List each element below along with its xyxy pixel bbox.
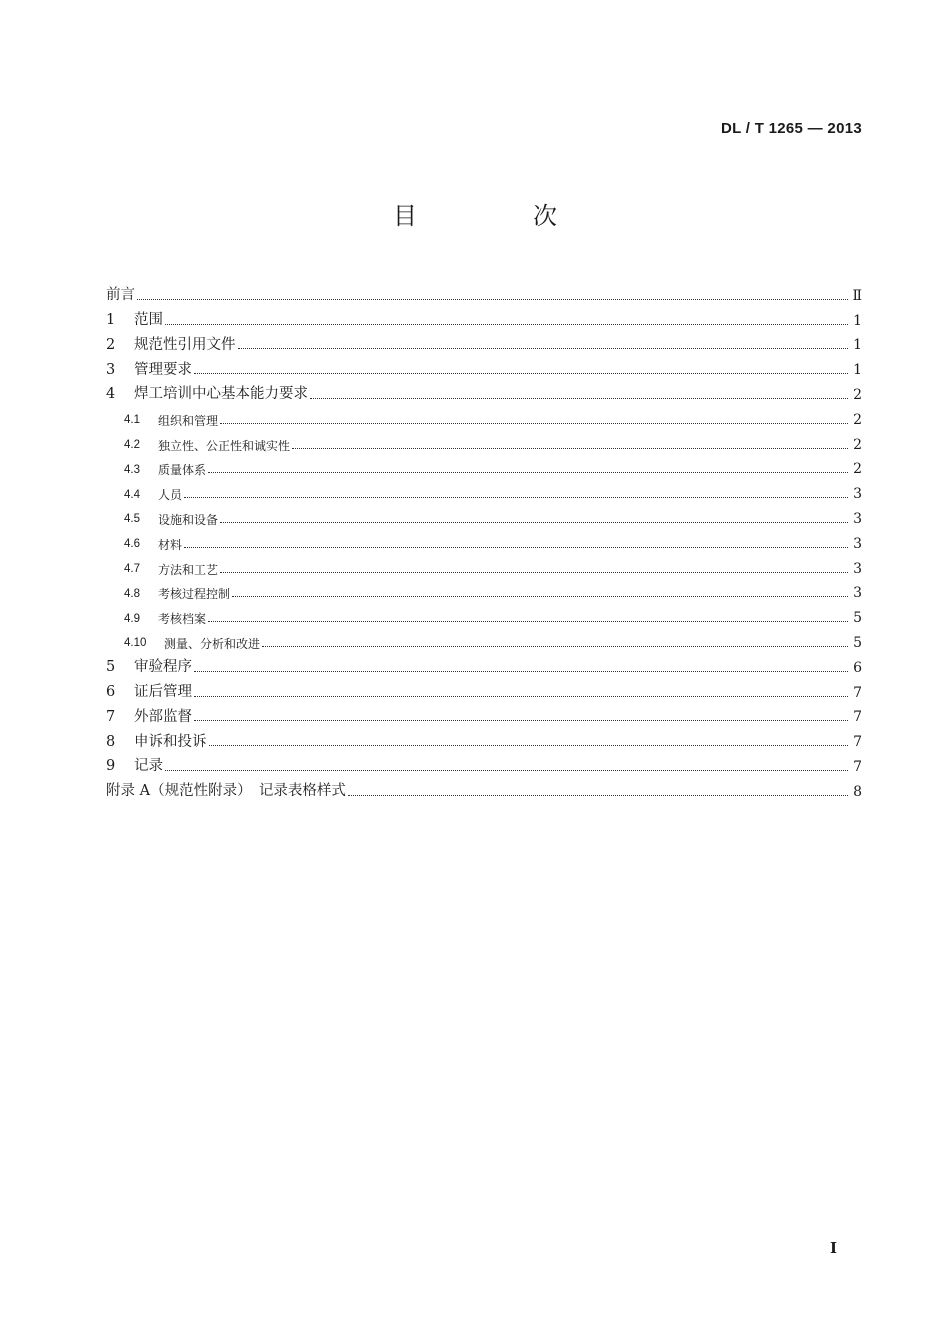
- toc-entry-label: 材料: [158, 537, 183, 552]
- toc-entry-label: 管理要求: [134, 361, 192, 378]
- dot-leader: [209, 745, 849, 746]
- toc-entry-number: 1: [106, 312, 116, 329]
- toc-entry-label: 焊工培训中心基本能力要求: [134, 386, 308, 403]
- toc-entry-4-2[interactable]: [106, 427, 862, 452]
- toc-entry-4-1[interactable]: [106, 402, 862, 427]
- toc-entry-number: 7: [106, 708, 116, 725]
- toc-entry-label: 记录: [134, 758, 163, 775]
- toc-entry-label: 申诉和投诉: [134, 733, 207, 750]
- dot-leader: [165, 770, 848, 771]
- dot-leader: [220, 522, 848, 523]
- toc-entry-page: 2: [853, 386, 862, 403]
- dot-leader: [165, 324, 848, 325]
- toc-entry-number: 4.3: [124, 463, 140, 476]
- toc-entry-1[interactable]: [106, 303, 862, 328]
- page-title: 目 次: [393, 202, 603, 230]
- toc-entry-label: 方法和工艺: [158, 562, 219, 577]
- toc-entry-4[interactable]: [106, 377, 862, 402]
- toc-entry-page: 1: [853, 337, 862, 354]
- toc-entry-label: 组织和管理: [158, 413, 219, 428]
- toc-entry-page: 3: [853, 560, 862, 577]
- toc-entry-4-8[interactable]: [106, 576, 862, 601]
- toc-entry-page: 2: [853, 461, 862, 478]
- toc-entry-page: 3: [853, 585, 862, 602]
- toc-entry-label: 测量、分析和改进: [164, 636, 261, 651]
- dot-leader: [220, 572, 848, 573]
- toc-entry-page: 2: [853, 411, 862, 428]
- dot-leader: [184, 547, 848, 548]
- dot-leader: [194, 696, 848, 697]
- dot-leader: [310, 398, 848, 399]
- toc-entry-number: 6: [106, 684, 116, 701]
- dot-leader: [184, 497, 848, 498]
- toc-entry-number: 8: [106, 733, 116, 750]
- toc-entry-page: 1: [853, 362, 862, 379]
- toc-entry-number: 4.9: [124, 612, 140, 625]
- toc-entry-label: 审验程序: [134, 659, 192, 676]
- toc-entry-label: 外部监督: [134, 708, 192, 725]
- toc-entry-page: 1: [853, 312, 862, 329]
- toc-entry-6[interactable]: [106, 675, 862, 700]
- dot-leader: [208, 472, 848, 473]
- toc-entry-4-3[interactable]: [106, 452, 862, 477]
- toc-entry-page: 7: [853, 684, 862, 701]
- toc-entry-label: 设施和设备: [158, 512, 219, 527]
- toc-entry-8[interactable]: [106, 724, 862, 749]
- toc-entry-page: 7: [853, 709, 862, 726]
- dot-leader: [262, 646, 848, 647]
- toc-entry-page: 7: [853, 758, 862, 775]
- toc-entry-label: 考核档案: [158, 612, 207, 627]
- toc-entry-label: 质量体系: [158, 463, 207, 478]
- dot-leader: [220, 423, 848, 424]
- toc-entry-3[interactable]: [106, 352, 862, 377]
- table-of-contents: [106, 278, 862, 799]
- toc-entry-page: 3: [853, 535, 862, 552]
- toc-entry-number: 4: [106, 386, 116, 403]
- dot-leader: [194, 720, 848, 721]
- toc-entry-number: 4.6: [124, 538, 140, 551]
- toc-entry-number: 9: [106, 758, 116, 775]
- toc-entry-number: 4.7: [124, 563, 140, 576]
- toc-entry-number: 2: [106, 336, 116, 353]
- toc-entry-page: Ⅱ: [852, 287, 862, 304]
- toc-entry-page: 3: [853, 486, 862, 503]
- page-number: I: [829, 1239, 837, 1257]
- toc-entry-7[interactable]: [106, 700, 862, 725]
- toc-entry-2[interactable]: [106, 328, 862, 353]
- toc-entry-number: 5: [106, 659, 116, 676]
- dot-leader: [292, 448, 848, 449]
- dot-leader: [232, 596, 848, 597]
- toc-entry-4-7[interactable]: [106, 551, 862, 576]
- toc-entry-4-10[interactable]: [106, 625, 862, 650]
- toc-entry-label: 前言: [106, 287, 135, 304]
- toc-entry-4-9[interactable]: [106, 600, 862, 625]
- toc-entry-number: 3: [106, 361, 116, 378]
- toc-entry-label: 附录 A（规范性附录） 记录表格样式: [106, 783, 346, 800]
- toc-entry-label: 证后管理: [134, 684, 192, 701]
- dot-leader: [238, 348, 849, 349]
- dot-leader: [194, 373, 848, 374]
- toc-entry-number: 4.8: [124, 587, 140, 600]
- toc-entry-label: 范围: [134, 312, 163, 329]
- toc-entry-number: 4.1: [124, 414, 140, 427]
- toc-entry-label: 人员: [158, 488, 183, 503]
- document-code: DL / T 1265 — 2013: [720, 120, 862, 137]
- toc-entry-appendix-a[interactable]: [106, 774, 862, 799]
- toc-entry-preface[interactable]: [106, 278, 862, 303]
- toc-entry-number: 4.10: [124, 637, 147, 650]
- toc-entry-number: 4.5: [124, 513, 140, 526]
- toc-entry-number: 4.4: [124, 488, 140, 501]
- toc-entry-number: 4.2: [124, 439, 140, 452]
- toc-entry-9[interactable]: [106, 749, 862, 774]
- toc-entry-5[interactable]: [106, 650, 862, 675]
- dot-leader: [348, 795, 848, 796]
- toc-entry-page: 6: [853, 659, 862, 676]
- toc-entry-4-5[interactable]: [106, 501, 862, 526]
- dot-leader: [194, 671, 848, 672]
- toc-entry-4-4[interactable]: [106, 476, 862, 501]
- toc-entry-page: 8: [853, 783, 862, 800]
- dot-leader: [137, 299, 848, 300]
- toc-entry-page: 2: [853, 436, 862, 453]
- toc-entry-label: 规范性引用文件: [134, 336, 236, 353]
- toc-entry-4-6[interactable]: [106, 526, 862, 551]
- toc-entry-page: 5: [853, 610, 862, 627]
- dot-leader: [208, 621, 848, 622]
- toc-entry-page: 5: [853, 634, 862, 651]
- toc-entry-label: 独立性、公正性和诚实性: [158, 438, 291, 453]
- toc-entry-page: 7: [853, 734, 862, 751]
- toc-entry-label: 考核过程控制: [158, 587, 231, 602]
- toc-entry-page: 3: [853, 510, 862, 527]
